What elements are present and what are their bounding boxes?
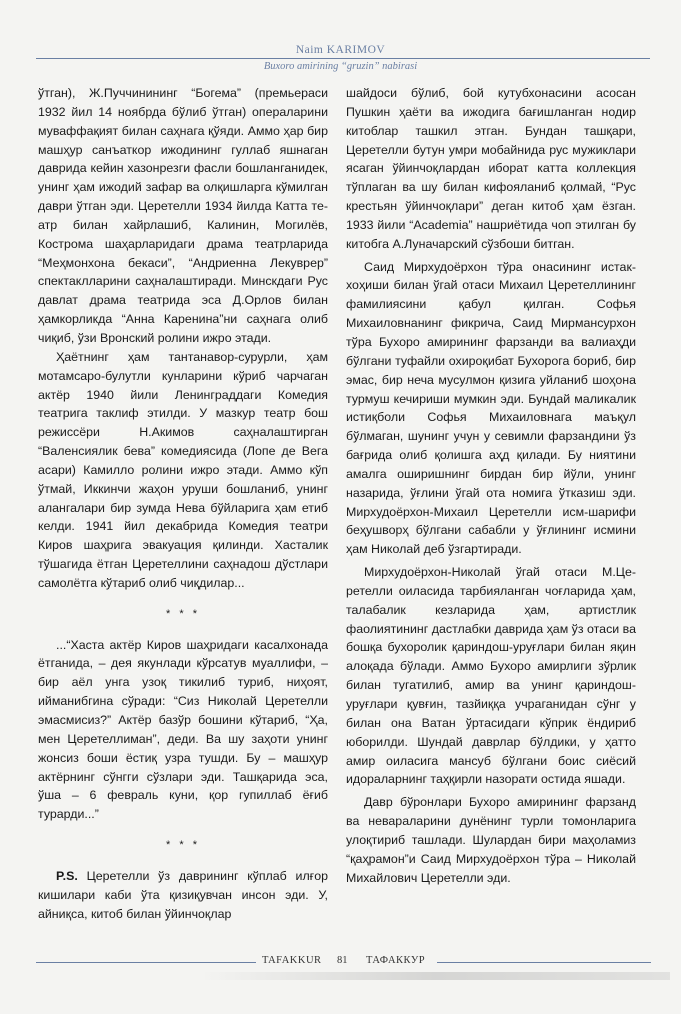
- ps-label: P.S.: [56, 868, 78, 883]
- page-footer: [0, 954, 681, 974]
- article-subtitle: Buxoro amirining “gruzin” nabirasi: [263, 61, 418, 72]
- paragraph: ...“Хаста актёр Киров шаҳридаги касалхонада ётганида, – дея якунлади кўрсатув муаллифи, – бир аёл унга узоқ тикилиб туриб, ниҳоят, ийманибгина сўради: “Сиз Николай Церетелли эмасмисиз?” Актёр базўр бошини кўтариб, “Ҳа, мен Церетеллиман”, деди. Ва шу заҳоти унинг жонсиз боши ёстиқ узра тушди. Бу – машҳур актёрнинг сўнгги сўзлари эди. Ташқарида эса, ўша – 6 февраль куни, қор гупиллаб ёғиб турарди...”: [38, 637, 328, 822]
- header-rule: [36, 58, 650, 59]
- footer-rule-left: [36, 962, 256, 963]
- running-head: [0, 44, 681, 73]
- print-bleed-strip: [200, 972, 670, 980]
- footer-title-cyrillic: ТАФАККУР: [366, 955, 426, 966]
- paragraph: Ҳаётнинг ҳам тантанавор-сурурли, ҳам мотамсаро-булутли кунларини кўриб чарчаган актёр 1940 йили Ленинграддаги Комедия театрига таклиф этилди. У мазкур театр бош режиссёри Н.Акимов саҳналаштирган “Валенсиялик бева” комедиясида (Лопе де Вега асари) Камилло ролини ижро этади. Аммо кўп ўтмай, Иккинчи жаҳон уруши бошланиб, унинг алангалари бир зумда Нева бўйларига ҳам етиб келди. 1941 йил декабрида Комедия театри Киров шаҳрига эвакуация қилинди. Хасталик тўшагида ётган Церетеллини саҳнадош дўстлари самолётга кўтариб олиб чиқдилар...: [38, 349, 328, 590]
- page-number: 81: [337, 955, 348, 966]
- footer-title-latin: TAFAKKUR: [262, 955, 322, 966]
- paragraph: шайдоси бўлиб, бой кутубхонасини асосан Пушкин ҳаёти ва ижодига бағишланган нодир китоблар ташкил этган. Бундан ташқари, Церетелли бутун умри мобайнида рус мужиклари ясаган ўйинчоқлардан иборат катта коллекция тўплаган ва шу билан кифояланиб қолмай, “Рус крестьян ўйинчоқлари” деган китоб ҳам ёзган. 1933 йили “Academia” нашриётида чоп этилган бу китобга А.Луначарский сўзбоши битган.: [346, 86, 636, 251]
- section-separator: * * *: [166, 607, 200, 620]
- paragraph: Мирхудоёрхон-Николай ўгай отаси М.Церетелли оиласида тарбияланган чоғларида ҳам, талабалик кезларида ҳам, артистлик фаолиятининг дастлабки даврида ҳам ўз отаси ва бошқа бухоролик қариндош-уруғлари билан яқин алоқада бўлади. Аммо Бухоро амирлиги зўрлик билан тугатилиб, амир ва унинг қариндош-уруғлари қувғин, тазйиққа учраганидан сўнг у билан она Ватан ўртасидаги кўприк ёндириб юборилди. Шундай даврлар бўлдики, у ҳатто амир оиласига мансуб бўлгани боис сиёсий идораларнинг таҳқирли назорати остида яшади.: [346, 565, 636, 787]
- section-separator: * * *: [166, 839, 200, 852]
- footer-rule-right: [437, 962, 651, 963]
- ps-text: Церетелли ўз даврининг кўплаб илғор кишилари каби ўта қизиқувчан инсон эди. У, айниқса, китоб билан ўйинчоқлар: [38, 868, 328, 921]
- paragraph: Давр бўронлари Бухоро амирининг фарзанд ва невараларини дунёнинг турли томонларига улоқтириб ташлади. Шулардан бири маҳоламиз “қаҳрамон”и Саид Мирхудоёрхон тўра – Николай Михайлович Церетелли эди.: [346, 795, 636, 885]
- paragraph: Саид Мирхудоёрхон тўра онасининг истак-хоҳиши билан ўгай отаси Михаил Церетеллининг фамилиясини қабул қилган. Софья Михаиловнанинг фикрича, Саид Мирмансурхон тўра Бухоро амирининг фарзанди ва валиаҳди бўлгани туфайли охироқибат Бухорога бориб, бир эмас, бир неча мусулмон қизига уйланиб шоҳона турмуш кечириши мумкин эди. Бундай маликалик истиқболи Софья Михаиловнага маъқул бўлмаган, шунинг учун у севимли фарзандини ўз бағрида олиб қолишга аҳд қилади. Бу ниятини амалга оширишнинг бирдан бир йўли, унинг назарида, ўғлини ўгай ота номига ўтказиш эди. Мирхудоёрхон-Михаил Церетелли исм-шарифи беҳушворҳ бўлгани сабабли у ўғлининг исмини ҳам Николай деб ўзгартиради.: [346, 259, 636, 557]
- left-column: [38, 84, 328, 923]
- author-name: Naim KARIMOV: [295, 44, 386, 56]
- paragraph: ўтган), Ж.Пуччинининг “Богема” (премьераси 1932 йил 14 ноябрда бўлиб ўтган) операларини муваффақият билан саҳнага қўяди. Аммо ҳар бир машҳур санъаткор ижодининг гуллаб яшнаган даврида кейин хазонрезги фасли бошланганидек, унинг ҳам ижодий зафар ва олқишларга кўмилган даври ўтган эди. Церетелли 1934 йилда Катта театр билан хайрлашиб, Калинин, Могилёв, Кострома шаҳарларидаги драма театрларида “Меҳмонхона бекаси”, “Андриенна Лекуврер” спектаклларини саҳналаштиради. Минскдаги Рус давлат драма театрида эса Д.Орлов билан ҳамкорликда “Анна Каренина”ни саҳнага олиб чиқиб, ўзи Вронский ролини ижро этади.: [38, 86, 328, 345]
- right-column: [346, 84, 636, 887]
- ps-paragraph: [38, 867, 328, 924]
